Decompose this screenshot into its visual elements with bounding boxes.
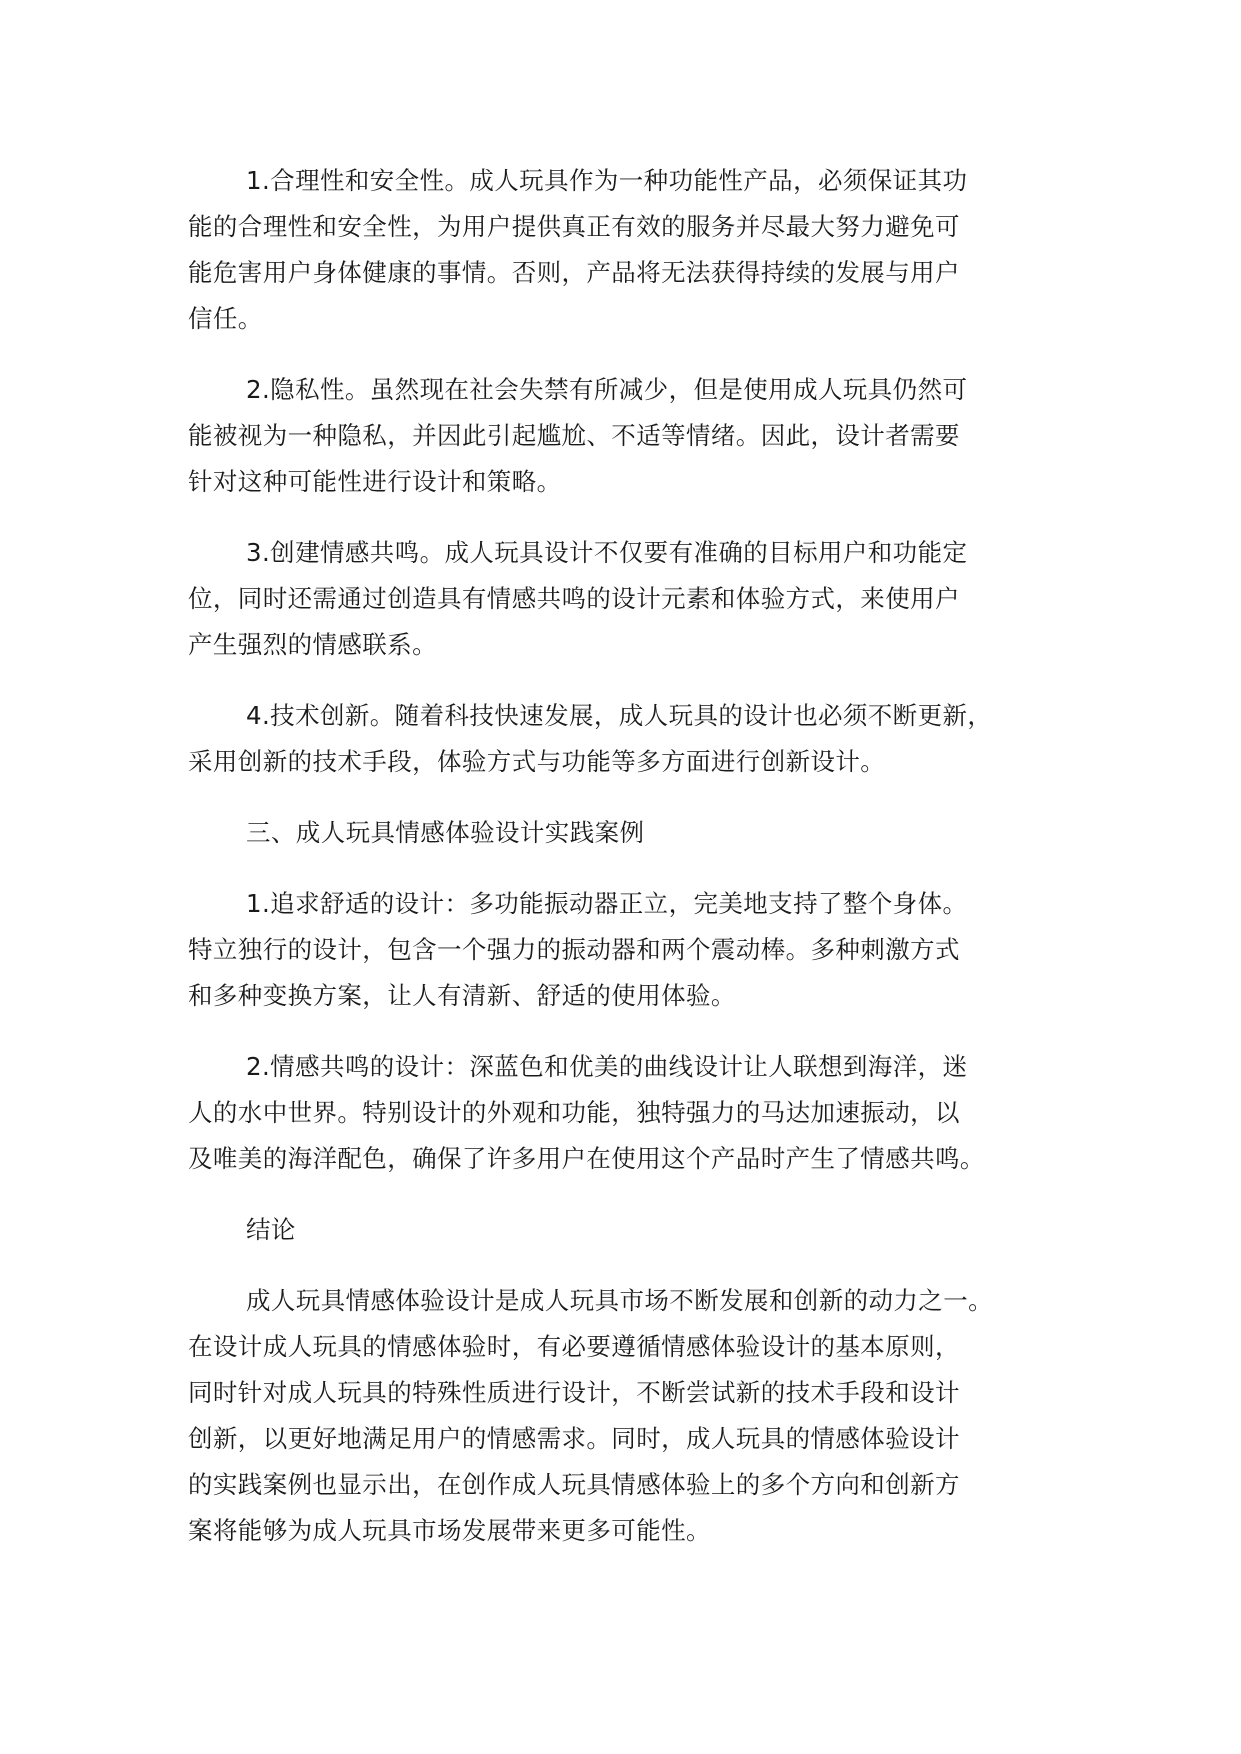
paragraph-line: 特立独行的设计，包含一个强力的振动器和两个震动棒。多种刺激方式 bbox=[188, 935, 960, 964]
paragraph-line: 的实践案例也显示出，在创作成人玩具情感体验上的多个方向和创新方 bbox=[188, 1470, 960, 1499]
document-body bbox=[188, 158, 1088, 1579]
case-comfort-design bbox=[188, 881, 1088, 1019]
paragraph-line: 案将能够为成人玩具市场发展带来更多可能性。 bbox=[188, 1516, 711, 1545]
paragraph-line: 和多种变换方案，让人有清新、舒适的使用体验。 bbox=[188, 981, 736, 1010]
paragraph-privacy bbox=[188, 367, 1088, 505]
paragraph-line: 能危害用户身体健康的事情。否则，产品将无法获得持续的发展与用户 bbox=[188, 258, 960, 287]
paragraph-line: 同时针对成人玩具的特殊性质进行设计，不断尝试新的技术手段和设计 bbox=[188, 1378, 960, 1407]
paragraph-emotional-resonance bbox=[188, 530, 1088, 668]
paragraph-line: 位，同时还需通过创造具有情感共鸣的设计元素和体验方式，来使用户 bbox=[188, 584, 960, 613]
paragraph-conclusion bbox=[188, 1278, 1088, 1554]
section-heading: 三、成人玩具情感体验设计实践案例 bbox=[246, 818, 645, 847]
paragraph-line: 信任。 bbox=[188, 304, 263, 333]
paragraph-line: 2.情感共鸣的设计：深蓝色和优美的曲线设计让人联想到海洋，迷 bbox=[246, 1052, 968, 1081]
paragraph-line: 针对这种可能性进行设计和策略。 bbox=[188, 467, 562, 496]
paragraph-line: 采用创新的技术手段，体验方式与功能等多方面进行创新设计。 bbox=[188, 747, 886, 776]
paragraph-line: 及唯美的海洋配色，确保了许多用户在使用这个产品时产生了情感共鸣。 bbox=[188, 1144, 985, 1173]
paragraph-line: 3.创建情感共鸣。成人玩具设计不仅要有准确的目标用户和功能定 bbox=[246, 538, 968, 567]
paragraph-line: 成人玩具情感体验设计是成人玩具市场不断发展和创新的动力之一。 bbox=[246, 1286, 993, 1315]
case-resonance-design bbox=[188, 1044, 1088, 1182]
paragraph-line: 2.隐私性。虽然现在社会失禁有所减少，但是使用成人玩具仍然可 bbox=[246, 375, 968, 404]
conclusion-heading: 结论 bbox=[246, 1215, 296, 1244]
paragraph-line: 能被视为一种隐私，并因此引起尴尬、不适等情绪。因此，设计者需要 bbox=[188, 421, 960, 450]
paragraph-line: 创新，以更好地满足用户的情感需求。同时，成人玩具的情感体验设计 bbox=[188, 1424, 960, 1453]
paragraph-line: 能的合理性和安全性，为用户提供真正有效的服务并尽最大努力避免可 bbox=[188, 212, 960, 241]
paragraph-line: 产生强烈的情感联系。 bbox=[188, 630, 437, 659]
paragraph-rationality-safety bbox=[188, 158, 1088, 342]
paragraph-line: 在设计成人玩具的情感体验时，有必要遵循情感体验设计的基本原则， bbox=[188, 1332, 960, 1361]
paragraph-line: 1.合理性和安全性。成人玩具作为一种功能性产品，必须保证其功 bbox=[246, 166, 968, 195]
paragraph-line: 人的水中世界。特别设计的外观和功能，独特强力的马达加速振动，以 bbox=[188, 1098, 960, 1127]
paragraph-line: 1.追求舒适的设计：多功能振动器正立，完美地支持了整个身体。 bbox=[246, 889, 968, 918]
paragraph-line: 4.技术创新。随着科技快速发展，成人玩具的设计也必须不断更新， bbox=[246, 701, 993, 730]
paragraph-tech-innovation bbox=[188, 693, 1088, 785]
